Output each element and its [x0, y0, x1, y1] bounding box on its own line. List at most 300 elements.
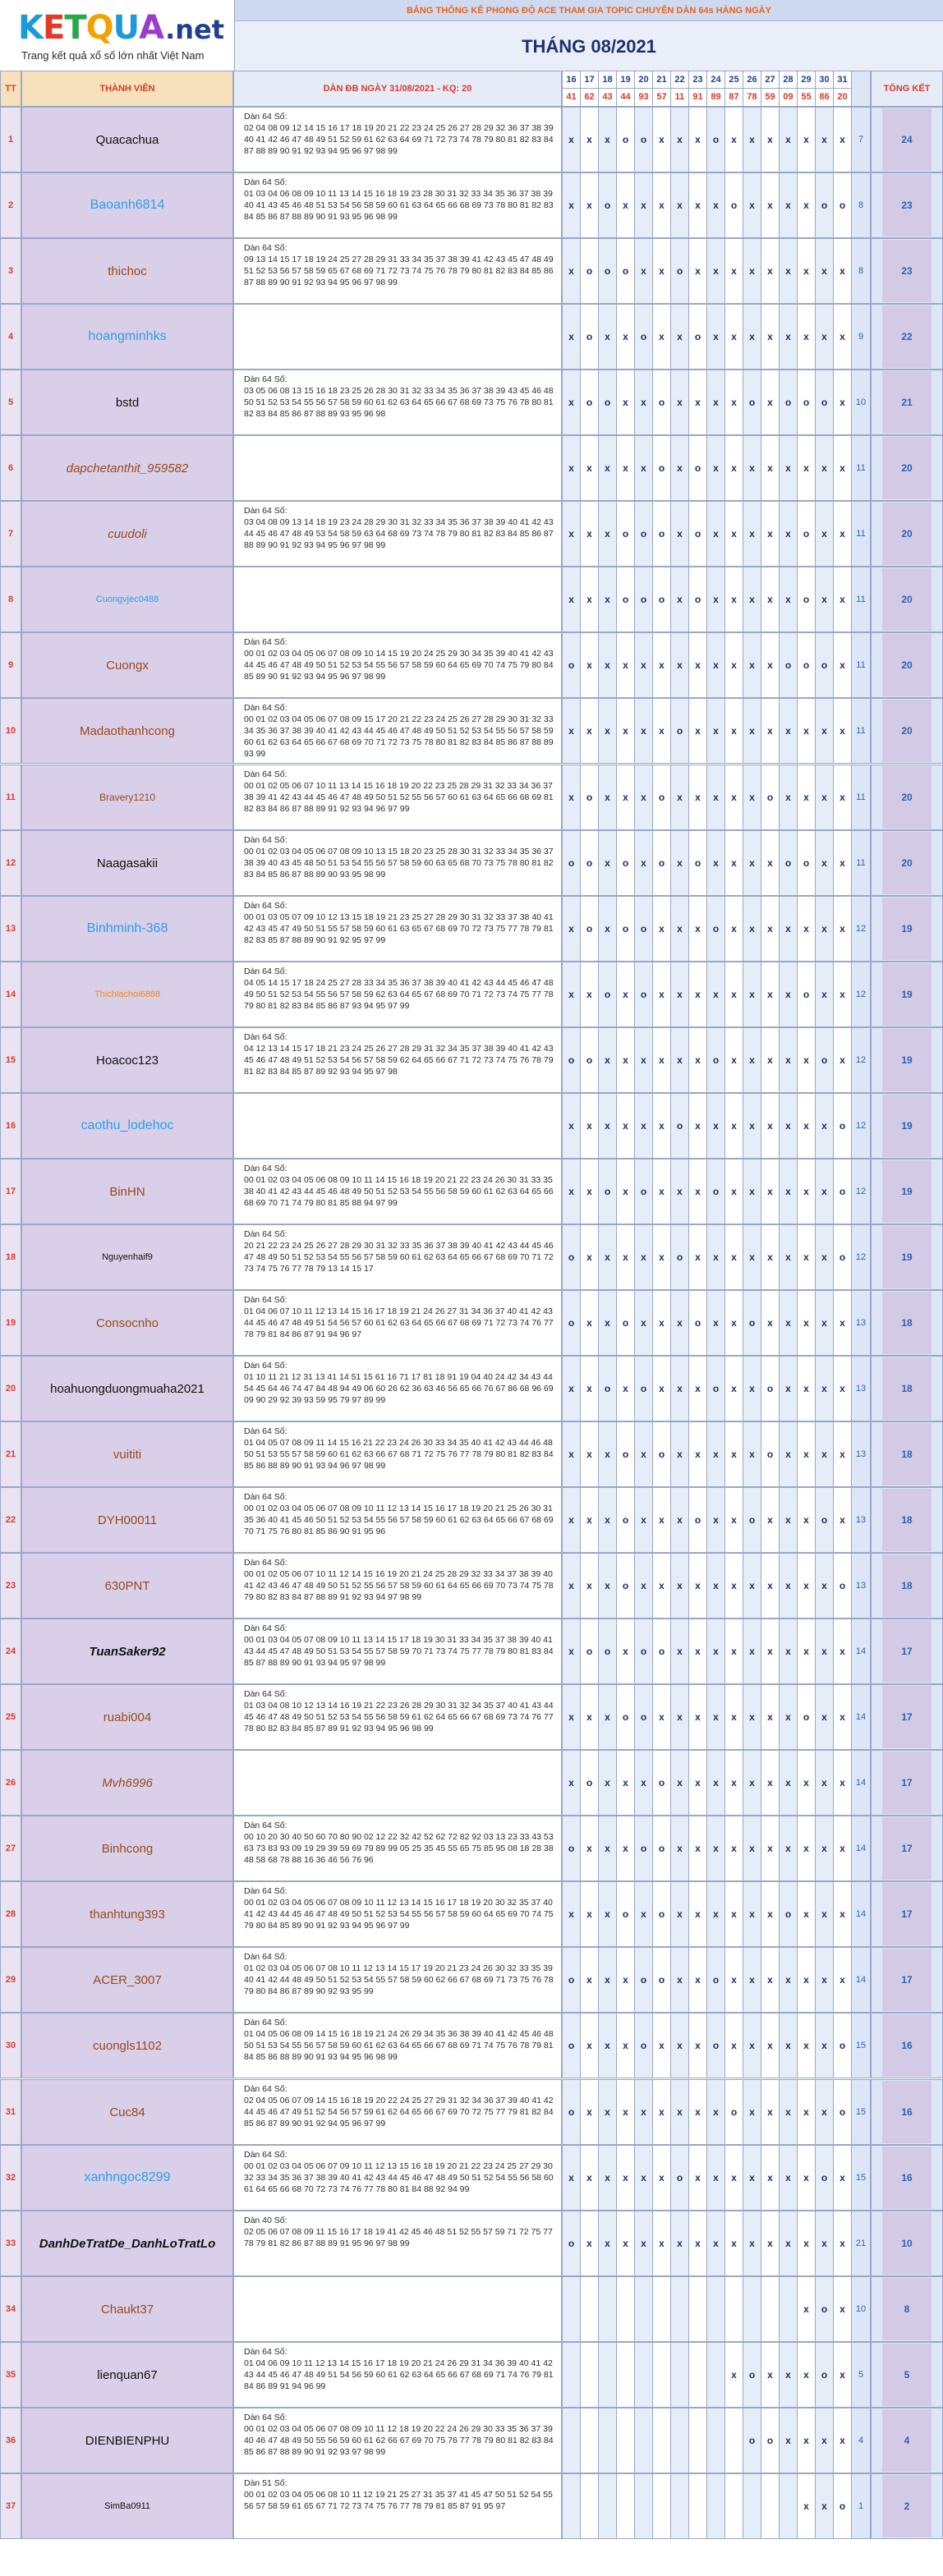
- day-mark-24: x: [706, 1093, 725, 1159]
- day-mark-18: x: [598, 1027, 617, 1093]
- day-mark-23: x: [688, 370, 707, 435]
- total-score: 17: [882, 1752, 932, 1814]
- day-mark-22: x: [670, 1750, 689, 1816]
- row-index: 26: [0, 1750, 21, 1816]
- day-mark-26: x: [743, 632, 761, 698]
- day-mark-28: x: [779, 107, 798, 172]
- dan-cell: [233, 1684, 562, 1750]
- member-name-link[interactable]: DanhDeTratDe_DanhLoTratLo: [39, 2236, 216, 2251]
- day-mark-25: x: [724, 1290, 743, 1356]
- member-name-link[interactable]: BinHN: [109, 1184, 145, 1199]
- day-mark-23: x: [688, 1356, 707, 1421]
- day-mark-29: x: [797, 1027, 816, 1093]
- member-name-link[interactable]: 630PNT: [104, 1578, 150, 1593]
- day-mark-21: x: [652, 962, 671, 1027]
- member-cell: [21, 501, 233, 567]
- day-mark-17: o: [580, 765, 599, 830]
- day-mark-25: x: [724, 1750, 743, 1816]
- day-mark-24: o: [706, 1356, 725, 1421]
- member-cell: [21, 2276, 233, 2342]
- day-mark-16: [562, 2342, 581, 2408]
- day-mark-23: x: [688, 1421, 707, 1487]
- day-mark-22: x: [670, 1684, 689, 1750]
- member-name-link[interactable]: Hoacoc123: [96, 1053, 159, 1068]
- total-cell: [871, 2342, 943, 2408]
- member-name-link[interactable]: ACER_3007: [93, 1972, 162, 1987]
- day-mark-22: x: [670, 1881, 689, 1947]
- day-mark-25: x: [724, 765, 743, 830]
- total-cell: [871, 1027, 943, 1093]
- total-cell: [871, 765, 943, 830]
- dan-numbers: 00 01 02 03 04 05 06 07 08 09 10 11 12 13 14 15 16 17 18 19 20 30 32 35 37 40 41 42 43 44 45 46 47 48 49 50 51 52 53 54 55 56 57 58 59 60 64 65 69 70 74 75 79 80 84 85 89 90 91 92 93 94 95 96 97 99: [244, 1898, 554, 1931]
- play-count: 15: [851, 2079, 871, 2145]
- day-mark-16: o: [562, 2013, 581, 2078]
- day-mark-21: x: [652, 1224, 671, 1290]
- table-row: [0, 2013, 943, 2078]
- total-score: 21: [882, 371, 932, 434]
- member-name-link[interactable]: Chaukt37: [100, 2302, 154, 2317]
- table-row: [0, 1027, 943, 1093]
- day-mark-26: x: [743, 2211, 761, 2276]
- day-mark-25: x: [724, 370, 743, 435]
- member-name-link[interactable]: Mvh6996: [102, 1775, 153, 1790]
- logo-letter-t: T: [64, 9, 86, 47]
- day-mark-16: x: [562, 698, 581, 764]
- member-name-link[interactable]: Madaothanhcong: [80, 723, 175, 738]
- member-name-link[interactable]: bstd: [115, 395, 140, 410]
- table-row: [0, 1224, 943, 1290]
- day-mark-24: x: [706, 1684, 725, 1750]
- day-mark-29: o: [797, 632, 816, 698]
- total-score: 8: [882, 2278, 932, 2340]
- day-mark-31: x: [833, 238, 852, 304]
- day-mark-20: x: [634, 632, 653, 698]
- day-mark-28: o: [779, 830, 798, 896]
- dan-cell: [233, 1619, 562, 1684]
- dan-numbers: 00 01 02 05 06 07 10 11 13 14 15 16 18 19 20 22 23 25 28 29 31 32 33 34 36 37 38 39 41 42 43 44 45 46 47 48 49 50 51 52 55 56 57 60 61 63 64 65 66 68 69 81 82 83 84 86 87 88 89 91 92 93 94 96 97 99: [244, 781, 554, 814]
- row-index: 11: [0, 765, 21, 830]
- day-mark-19: x: [616, 698, 635, 764]
- day-mark-29: x: [797, 1159, 816, 1224]
- day-mark-27: x: [761, 1093, 780, 1159]
- day-mark-20: x: [634, 435, 653, 501]
- day-mark-20: x: [634, 1224, 653, 1290]
- row-index: 3: [0, 238, 21, 304]
- dan-numbers: 00 01 02 03 04 05 06 08 09 10 11 14 15 16 18 19 20 21 22 23 24 26 30 31 33 35 38 40 41 42 43 44 45 46 48 49 50 51 52 53 54 55 56 58 59 60 61 62 63 64 65 66 68 69 70 71 74 79 80 81 85 88 94 97 99: [244, 1175, 554, 1208]
- day-mark-24: x: [706, 765, 725, 830]
- day-mark-21: o: [652, 765, 671, 830]
- day-mark-17: x: [580, 567, 599, 632]
- day-mark-27: x: [761, 1553, 780, 1619]
- member-name-link[interactable]: DYH00011: [97, 1513, 158, 1527]
- day-mark-16: o: [562, 1027, 581, 1093]
- day-mark-16: x: [562, 107, 581, 172]
- day-mark-17: o: [580, 1619, 599, 1684]
- ketqua-logo[interactable]: [18, 7, 224, 48]
- day-mark-26: x: [743, 1093, 761, 1159]
- member-cell: [21, 2013, 233, 2078]
- day-mark-23: o: [688, 1290, 707, 1356]
- day-mark-17: o: [580, 830, 599, 896]
- dan-numbers: 03 04 08 09 13 14 18 19 23 24 28 29 30 31 32 33 34 35 36 37 38 39 40 41 42 43 44 45 46 47 48 49 53 54 58 59 63 64 68 69 73 74 78 79 80 81 82 83 84 85 86 87 88 89 90 91 92 93 94 95 96 97 98 99: [244, 517, 554, 550]
- member-name-link[interactable]: caothu_lodehoc: [80, 1118, 174, 1132]
- day-result: 78: [743, 89, 761, 106]
- day-mark-18: [598, 2342, 617, 2408]
- day-mark-25: x: [724, 1684, 743, 1750]
- dan-label: Dàn 64 Số:: [244, 1164, 288, 1173]
- member-name-link[interactable]: Cuongx: [106, 658, 149, 673]
- table-row: [0, 2145, 943, 2211]
- day-mark-28: x: [779, 304, 798, 370]
- day-mark-22: [670, 2276, 689, 2342]
- row-index: 17: [0, 1159, 21, 1224]
- day-mark-20: o: [634, 962, 653, 1027]
- day-mark-24: x: [706, 830, 725, 896]
- dan-cell: [233, 107, 562, 172]
- dan-cell: [233, 2013, 562, 2078]
- logo-letter-a: A: [139, 9, 164, 47]
- member-name-link[interactable]: Naagasakii: [96, 856, 159, 870]
- member-name-link[interactable]: hoahuongduongmuaha2021: [50, 1381, 205, 1396]
- member-name-link[interactable]: vuititi: [113, 1447, 142, 1462]
- total-cell: [871, 1290, 943, 1356]
- member-cell: [21, 1027, 233, 1093]
- day-mark-21: o: [652, 1947, 671, 2013]
- day-mark-16: x: [562, 238, 581, 304]
- day-mark-22: o: [670, 698, 689, 764]
- day-mark-17: x: [580, 172, 599, 238]
- day-number: 24: [707, 71, 724, 89]
- table-row: [0, 2276, 943, 2342]
- total-score: 24: [882, 108, 932, 171]
- day-mark-23: x: [688, 962, 707, 1027]
- day-mark-23: x: [688, 1816, 707, 1881]
- total-cell: [871, 370, 943, 435]
- day-mark-27: x: [761, 1881, 780, 1947]
- dan-cell: [233, 632, 562, 698]
- day-header-24: [706, 71, 725, 107]
- day-mark-22: x: [670, 1027, 689, 1093]
- member-name-link[interactable]: Binhcong: [101, 1841, 154, 1856]
- day-mark-16: x: [562, 567, 581, 632]
- total-score: 19: [882, 963, 932, 1026]
- day-header-27: [761, 71, 780, 107]
- day-mark-27: x: [761, 830, 780, 896]
- dan-cell: [233, 2079, 562, 2145]
- total-score: 16: [882, 2014, 932, 2077]
- play-count: 4: [851, 2408, 871, 2473]
- member-name-link[interactable]: Nguyenhaif9: [102, 1252, 153, 1262]
- day-header-26: [743, 71, 761, 107]
- day-mark-22: x: [670, 1553, 689, 1619]
- total-score: 2: [882, 2475, 932, 2537]
- day-mark-27: x: [761, 698, 780, 764]
- day-mark-24: x: [706, 632, 725, 698]
- day-mark-30: x: [815, 1684, 834, 1750]
- day-mark-25: x: [724, 1027, 743, 1093]
- day-mark-31: x: [833, 2145, 852, 2211]
- day-mark-21: x: [652, 1487, 671, 1553]
- day-mark-31: x: [833, 1750, 852, 1816]
- member-name-link[interactable]: thanhtung393: [90, 1907, 165, 1922]
- day-number: 27: [761, 71, 779, 89]
- total-cell: [871, 1619, 943, 1684]
- day-result: 44: [617, 89, 634, 106]
- day-mark-26: x: [743, 1553, 761, 1619]
- day-mark-29: x: [797, 2342, 816, 2408]
- dan-numbers: 00 01 02 03 04 05 06 07 09 10 11 12 13 15 16 18 19 20 21 22 23 24 25 27 29 30 32 33 34 35 36 37 38 39 40 41 42 43 44 45 46 47 48 49 50 51 52 54 55 56 58 60 61 64 65 66 68 70 72 73 74 76 77 78 80 81 84 88 92 94 99: [244, 2161, 554, 2194]
- day-mark-29: x: [797, 1487, 816, 1553]
- total-score: 17: [882, 1686, 932, 1748]
- day-header-21: [652, 71, 671, 107]
- day-mark-28: x: [779, 765, 798, 830]
- day-mark-21: x: [652, 632, 671, 698]
- day-mark-31: o: [833, 1159, 852, 1224]
- member-name-link[interactable]: SimBa0911: [104, 2501, 151, 2511]
- day-mark-19: x: [616, 2079, 635, 2145]
- day-result: 62: [581, 89, 598, 106]
- day-mark-16: x: [562, 1553, 581, 1619]
- table-row: [0, 304, 943, 370]
- day-mark-29: x: [797, 1093, 816, 1159]
- member-name-link[interactable]: Binhminh-368: [86, 921, 168, 935]
- day-mark-22: x: [670, 830, 689, 896]
- member-name-link[interactable]: ruabi004: [103, 1710, 152, 1724]
- day-mark-17: o: [580, 1750, 599, 1816]
- day-mark-18: x: [598, 1881, 617, 1947]
- member-name-link[interactable]: Cuongvjec0488: [95, 595, 159, 604]
- total-score: 19: [882, 1095, 932, 1157]
- table-row: [0, 1159, 943, 1224]
- dan-label: Dàn 64 Số:: [244, 112, 288, 122]
- day-mark-22: x: [670, 172, 689, 238]
- day-mark-24: x: [706, 698, 725, 764]
- day-mark-28: o: [779, 1881, 798, 1947]
- row-index: 32: [0, 2145, 21, 2211]
- day-mark-20: x: [634, 1421, 653, 1487]
- day-mark-30: x: [815, 304, 834, 370]
- day-mark-28: x: [779, 1027, 798, 1093]
- day-mark-26: x: [743, 1684, 761, 1750]
- day-mark-22: x: [670, 2079, 689, 2145]
- member-name-link[interactable]: TuanSaker92: [89, 1644, 166, 1659]
- dan-numbers: 00 01 02 03 04 05 06 07 08 09 10 11 12 13 14 15 16 17 18 19 20 21 25 26 30 31 35 36 40 41 45 46 50 51 52 53 54 55 56 57 58 59 60 61 62 63 64 65 66 67 68 69 70 71 75 76 80 81 85 86 90 91 95 96: [244, 1504, 554, 1536]
- day-mark-29: x: [797, 1881, 816, 1947]
- day-mark-18: x: [598, 2079, 617, 2145]
- day-mark-26: x: [743, 1421, 761, 1487]
- member-name-link[interactable]: thichoc: [108, 264, 147, 278]
- day-mark-29: x: [797, 238, 816, 304]
- member-cell: [21, 2145, 233, 2211]
- day-mark-28: x: [779, 1487, 798, 1553]
- day-mark-24: x: [706, 172, 725, 238]
- day-mark-22: [670, 2408, 689, 2473]
- day-mark-17: x: [580, 962, 599, 1027]
- day-mark-28: x: [779, 1947, 798, 2013]
- dan-label: Dàn 64 Số:: [244, 1361, 288, 1371]
- day-mark-20: [634, 2408, 653, 2473]
- day-mark-17: x: [580, 1684, 599, 1750]
- day-mark-26: x: [743, 238, 761, 304]
- day-mark-22: x: [670, 962, 689, 1027]
- day-mark-21: [652, 2473, 671, 2539]
- dan-label: Dàn 64 Số:: [244, 2150, 288, 2160]
- day-mark-28: x: [779, 2145, 798, 2211]
- member-name-link[interactable]: lienquan67: [97, 2367, 158, 2382]
- day-mark-29: x: [797, 698, 816, 764]
- day-mark-25: x: [724, 2145, 743, 2211]
- day-mark-29: x: [797, 2473, 816, 2539]
- day-mark-25: x: [724, 1487, 743, 1553]
- day-mark-17: x: [580, 1224, 599, 1290]
- dan-label: Dàn 64 Số:: [244, 1623, 288, 1633]
- member-cell: [21, 632, 233, 698]
- total-cell: [871, 1553, 943, 1619]
- play-count: 11: [851, 632, 871, 698]
- day-mark-28: x: [779, 1290, 798, 1356]
- day-mark-18: x: [598, 1290, 617, 1356]
- col-header-dan: DÀN ĐB NGÀY 31/08/2021 - KQ: 20: [233, 71, 562, 107]
- table-row: [0, 765, 943, 830]
- day-mark-28: [779, 2276, 798, 2342]
- member-name-link[interactable]: xanhngoc8299: [84, 2170, 171, 2184]
- day-mark-23: x: [688, 632, 707, 698]
- day-mark-25: x: [724, 1816, 743, 1881]
- day-mark-27: x: [761, 1159, 780, 1224]
- day-mark-18: x: [598, 1224, 617, 1290]
- logo-box[interactable]: [0, 0, 235, 71]
- day-result: 57: [653, 89, 670, 106]
- play-count: 12: [851, 896, 871, 962]
- day-mark-24: o: [706, 1159, 725, 1224]
- day-mark-30: x: [815, 1947, 834, 2013]
- dan-numbers: 01 04 05 06 08 09 14 15 16 18 19 21 24 26 29 34 35 36 38 39 40 41 42 45 46 48 50 51 53 54 55 56 57 58 59 60 61 62 63 64 65 66 67 68 69 71 74 75 76 78 79 81 84 85 86 88 89 90 91 93 94 95 96 98 99: [244, 2029, 554, 2062]
- day-number: 31: [834, 71, 851, 89]
- member-name-link[interactable]: Baoanh6814: [90, 198, 165, 212]
- day-number: 25: [725, 71, 743, 89]
- member-cell: [21, 1487, 233, 1553]
- day-mark-27: x: [761, 1027, 780, 1093]
- member-name-link[interactable]: DIENBIENPHU: [85, 2433, 170, 2448]
- total-score: 20: [882, 503, 932, 565]
- total-cell: [871, 1224, 943, 1290]
- day-mark-26: x: [743, 1750, 761, 1816]
- day-number: 17: [581, 71, 598, 89]
- play-count: 8: [851, 172, 871, 238]
- member-name-link[interactable]: Bravery1210: [99, 792, 156, 803]
- dan-cell: [233, 765, 562, 830]
- day-header-31: [833, 71, 852, 107]
- member-name-link[interactable]: Quacachua: [95, 132, 159, 147]
- day-mark-27: [761, 2276, 780, 2342]
- member-name-link[interactable]: Cuc84: [109, 2105, 145, 2119]
- logo-letter-e: E: [43, 9, 65, 47]
- row-index: 36: [0, 2408, 21, 2473]
- day-mark-20: o: [634, 107, 653, 172]
- day-mark-30: x: [815, 962, 834, 1027]
- day-mark-18: x: [598, 896, 617, 962]
- day-mark-26: x: [743, 2079, 761, 2145]
- day-mark-16: x: [562, 896, 581, 962]
- total-cell: [871, 1356, 943, 1421]
- day-mark-25: x: [724, 2211, 743, 2276]
- member-name-link[interactable]: Consocnho: [96, 1316, 159, 1330]
- total-score: 20: [882, 832, 932, 894]
- row-index: 5: [0, 370, 21, 435]
- day-mark-24: o: [706, 2013, 725, 2078]
- day-mark-24: [706, 2276, 725, 2342]
- dan-label: Dàn 64 Số:: [244, 177, 288, 187]
- table-row: [0, 1356, 943, 1421]
- day-mark-31: x: [833, 1356, 852, 1421]
- day-mark-23: x: [688, 896, 707, 962]
- day-mark-26: [743, 2276, 761, 2342]
- day-mark-28: x: [779, 1816, 798, 1881]
- day-result: 43: [599, 89, 616, 106]
- day-mark-19: o: [616, 830, 635, 896]
- row-index: 1: [0, 107, 21, 172]
- day-mark-19: x: [616, 1947, 635, 2013]
- day-mark-16: x: [562, 1356, 581, 1421]
- member-name-link[interactable]: cuudoli: [108, 526, 147, 541]
- header: [0, 0, 943, 107]
- dan-cell: [233, 172, 562, 238]
- day-mark-19: o: [616, 107, 635, 172]
- day-mark-22: o: [670, 2145, 689, 2211]
- day-mark-16: [562, 2473, 581, 2539]
- member-name-link[interactable]: hoangminhks: [88, 329, 167, 343]
- member-cell: [21, 1224, 233, 1290]
- banner-title: BẢNG THỐNG KÊ PHONG ĐỘ ACE THAM GIA TOPIC CHUYÊN DÀN 64s HÀNG NGÀY: [235, 0, 943, 21]
- member-name-link[interactable]: Thichlachoi6888: [94, 990, 161, 999]
- day-number: 30: [816, 71, 833, 89]
- day-mark-26: o: [743, 1487, 761, 1553]
- day-mark-19: o: [616, 1290, 635, 1356]
- day-mark-31: x: [833, 962, 852, 1027]
- day-mark-27: x: [761, 238, 780, 304]
- dan-label: Dàn 64 Số:: [244, 1229, 288, 1239]
- day-mark-25: x: [724, 2342, 743, 2408]
- table-row: [0, 172, 943, 238]
- dan-numbers: 00 01 02 03 04 05 06 07 08 09 15 17 20 21 22 23 24 25 26 27 28 29 30 31 32 33 34 35 36 37 38 39 40 41 42 43 44 45 46 47 48 49 50 51 52 53 54 55 56 57 58 59 60 61 62 63 64 65 66 67 68 69 70 71 72 73 75 78 80 81 82 83 84 85 86 87 88 89 93 99: [244, 714, 554, 759]
- day-mark-17: x: [580, 1816, 599, 1881]
- day-mark-22: x: [670, 304, 689, 370]
- day-mark-25: x: [724, 830, 743, 896]
- day-mark-22: x: [670, 2211, 689, 2276]
- day-mark-19: [616, 2342, 635, 2408]
- dan-cell: [233, 1881, 562, 1947]
- total-score: 20: [882, 568, 932, 631]
- day-mark-29: x: [797, 896, 816, 962]
- day-mark-19: x: [616, 1224, 635, 1290]
- day-mark-27: x: [761, 632, 780, 698]
- member-name-link[interactable]: dapchetanthit_959582: [66, 461, 189, 475]
- day-mark-20: x: [634, 1290, 653, 1356]
- dan-cell: [233, 962, 562, 1027]
- member-name-link[interactable]: cuongls1102: [93, 2038, 162, 2053]
- member-cell: [21, 1421, 233, 1487]
- day-mark-30: x: [815, 1881, 834, 1947]
- dan-cell: [233, 1487, 562, 1553]
- row-index: 22: [0, 1487, 21, 1553]
- day-mark-31: x: [833, 2211, 852, 2276]
- day-mark-23: x: [688, 1093, 707, 1159]
- day-mark-24: o: [706, 896, 725, 962]
- day-mark-23: x: [688, 107, 707, 172]
- dan-label: Dàn 40 Số:: [244, 2216, 288, 2225]
- day-mark-28: x: [779, 1750, 798, 1816]
- total-cell: [871, 501, 943, 567]
